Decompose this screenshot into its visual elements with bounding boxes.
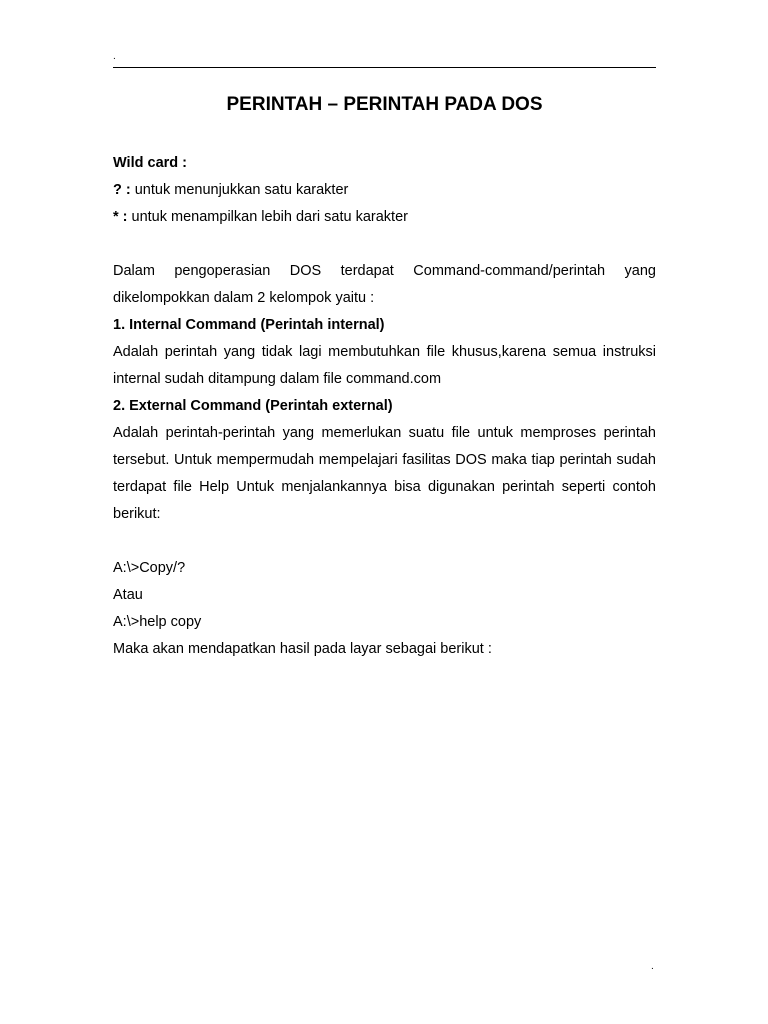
wildcard-star-symbol: * : [113, 209, 128, 225]
header-dot: . [113, 51, 116, 62]
spacer [113, 528, 656, 555]
wildcard-question-symbol: ? : [113, 182, 131, 198]
wildcard-question-text: untuk menunjukkan satu karakter [130, 182, 349, 198]
external-command-paragraph: Adalah perintah-perintah yang memerlukan suatu file untuk memproses perintah tersebut. Untuk mempermudah mempelajari fasilitas DOS maka tiap perintah sudah terdapat file Help Untuk menjalankannya bisa digunakan perintah seperti contoh berikut: [113, 425, 656, 522]
footer-dot: . [651, 961, 654, 972]
wildcard-heading: Wild card : [113, 155, 187, 171]
example-result-text: Maka akan mendapatkan hasil pada layar sebagai berikut : [113, 641, 492, 657]
wildcard-star-line [113, 204, 656, 231]
intro-paragraph: Dalam pengoperasian DOS terdapat Command-command/perintah yang dikelompokkan dalam 2 kelompok yaitu : [113, 263, 656, 306]
example-command-help: A:\>help copy [113, 614, 202, 630]
internal-command-paragraph: Adalah perintah yang tidak lagi membutuhkan file khusus,karena semua instruksi internal sudah ditampung dalam file command.com [113, 344, 656, 387]
wildcard-star-text: untuk menampilkan lebih dari satu karakter [127, 209, 408, 225]
example-command-copy: A:\>Copy/? [113, 560, 186, 576]
example-or: Atau [113, 587, 143, 603]
internal-command-heading: 1. Internal Command (Perintah internal) [113, 317, 385, 333]
document-body [113, 150, 656, 663]
page-title: PERINTAH – PERINTAH PADA DOS [226, 94, 543, 115]
header-rule [113, 67, 656, 68]
wildcard-question-line [113, 177, 656, 204]
external-command-heading: 2. External Command (Perintah external) [113, 398, 393, 414]
spacer [113, 231, 656, 258]
